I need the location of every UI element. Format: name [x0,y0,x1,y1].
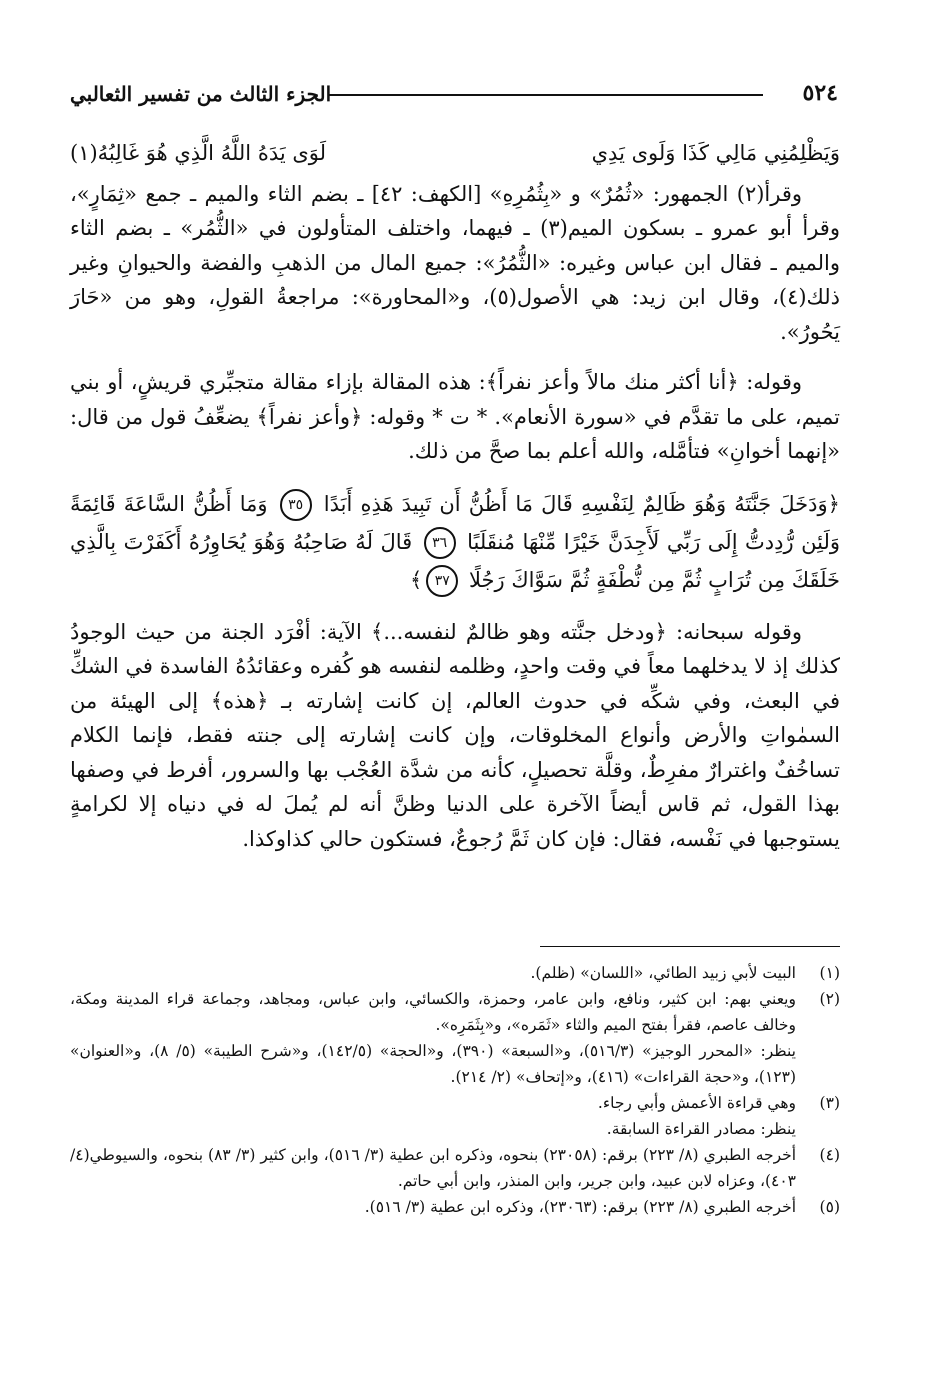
footnote-number [796,1038,840,1090]
verse-hemistich-left: لَوَى يَدَهُ اللَّهُ الَّذِي هُوَ غَالِبُهُ(١) [70,141,327,165]
footnote-number: (٤) [819,1146,840,1164]
quran-text-3: قَالَ لَهُ صَاحِبُهُ وَهُوَ يُحَاوِرُهُ أَكَفَرْتَ بِالَّذِي خَلَقَكَ مِن تُرَابٍ ثُمَّ مِن نُّطْفَةٍ ثُمَّ سَوَّاكَ رَجُلًا [70,529,840,592]
paragraph-2: وقوله: ﴿أنا أكثر منك مالاً وأعز نفراً﴾: هذه المقالة بإزاء مقالة متجبِّري قريشٍ، أو بني تميم، على ما تقدَّم في «سورة الأنعام». * ت * وقوله: ﴿وأعز نفراً﴾ يضعِّفُ قول من قال: «إنهما أخوانِ» فتأمَّله، والله أعلم بما صحَّ من ذلك. [70,370,840,463]
paragraph-1: وقرأ(٢) الجمهور: «ثُمُرٌ» و «بِثُمُرِهِ» [الكهف: ٤٢] ـ بضم الثاء والميم ـ جمع «ثِمَارٍ»، وقرأ أبو عمرو ـ بسكون الميم(٣) ـ فيهما، واختلف المتأولون في «الثُّمُر» ـ بضم الثاء والميم ـ فقال ابن عباس وغيره: «الثُّمُرُ»: جميع المال من الذهبِ والفضة والحيوانِ وغير ذلك(٤)، وقال ابن زيد: هي الأصول(٥)، و«المحاورة»: مراجعةُ القولِ، وهو من «حَارَ يَحُورُ». [70,181,840,344]
poetry-verse [70,136,840,171]
footnote-text: أخرجه الطبري (٨/ ٢٢٣) برقم: (٢٣٠٥٨) بنحوه، وذكره ابن عطية (٣/ ٥١٦)، وابن كثير (٣/ ٨٣) بنحوه، والسيوطي(٤/ ٤٠٣)، وعزاه لابن عبيد، وابن جرير، وابن المنذر، وابن أبي حاتم. [70,1146,797,1190]
quran-close-bracket: ﴾ [410,567,423,592]
main-text [70,136,840,872]
footnote [70,1038,840,1090]
running-title: الجزء الثالث من تفسير الثعالبي [70,82,332,106]
footnote [70,1194,840,1220]
ayah-marker-36: ٣٦ [424,527,456,559]
verse-hemistich-right: وَيَظْلِمُنِي مَالِي كَذَا وَلَوى يَدِي [591,141,840,165]
ayah-marker-35: ٣٥ [280,489,312,521]
quran-passage [70,485,840,599]
footnote [70,1090,840,1116]
quran-text-2: وَمَا أَظُنُّ السَّاعَةَ قَائِمَةً وَلَئِن رُّدِدتُّ إِلَى رَبِّي لَأَجِدَنَّ خَيْرًا مِّنْهَا مُنقَلَبًا [70,491,840,554]
paragraph-3: وقوله سبحانه: ﴿ودخل جنَّته وهو ظالمٌ لنفسه...﴾ الآية: أفْرَد الجنة من حيث الوجودُ كذلك إذ لا يدخلهما معاً في وقت واحدٍ، وظلمه لنفسه هو كُفره وعقائدُهُ الفاسدة في الشكِّ في البعث، وفي شكِّه في حدوث العالم، إن كانت إشارته بـ ﴿هذه﴾ إلى الهيئة من السمٰواتِ والأرض وأنواع المخلوقات، وإن كانت إشارته إلى جنته فقط، فإنما الكلام تساخُفٌ واغترارٌ مفرِطٌ، وقلَّة تحصيلٍ، كأنه من شدَّة العُجْب بها والسرور، أفرط في وصفها بهذا القول، ثم قاس أيضاً الآخرة على الدنيا وظنَّ أنه لم يُملَ له في دنياه إلا لكرامةٍ يستوجبها في نَفْسه، فقال: فإن كان ثَمَّ رُجوعٌ، فستكون حالي كذاوكذا. [70,619,840,851]
footnote-number: (٢) [819,990,840,1008]
footnote [70,1116,840,1142]
footnote-text: ينظر: مصادر القراءة السابقة. [606,1120,796,1138]
footnote [70,960,840,986]
footnotes [70,960,840,1220]
footnote-text: ويعني بهم: ابن كثير، ونافع، وابن عامر، وحمزة، والكسائي، وابن عباس، ومجاهد، وجماعة قراء المدينة ومكة، وخالف عاصم، فقرأ بفتح الميم والثاء «ثَمَره»، و«بِثَمَرِه». [70,990,796,1034]
footnote-number [796,1116,840,1142]
running-header [70,80,838,116]
footnote [70,986,840,1038]
footnote-number: (٥) [819,1198,840,1216]
footnote-text: أخرجه الطبري (٨/ ٢٢٣) برقم: (٢٣٠٦٣)، وذكره ابن عطية (٣/ ٥١٦). [364,1198,796,1216]
quran-text-1: ﴿وَدَخَلَ جَنَّتَهُ وَهُوَ ظَالِمٌ لِنَفْسِهِ قَالَ مَا أَظُنُّ أَن تَبِيدَ هَذِهِ أَبَدًا [323,491,840,516]
footnote-number: (٣) [819,1094,840,1112]
footnote-rule [540,946,840,947]
page-number: ٥٢٤ [802,80,838,106]
footnote [70,1142,840,1194]
footnote-number: (١) [819,964,840,982]
ayah-marker-37: ٣٧ [426,565,458,597]
footnote-text: البيت لأبي زبيد الطائي، «اللسان» (ظلم). [530,964,796,982]
header-rule [328,94,763,96]
footnote-text: وهي قراءة الأعمش وأبي رجاء. [597,1094,796,1112]
footnote-text: ينظر: «المحرر الوجيز» (٥١٦/٣)، و«السبعة» (٣٩٠)، و«الحجة» (١٤٢/٥)، و«شرح الطيبة» (٥/ ٨)، و«العنوان» (١٢٣)، و«حجة القراءات» (٤١٦)، و«إتحاف» (٢/ ٢١٤). [70,1042,796,1086]
